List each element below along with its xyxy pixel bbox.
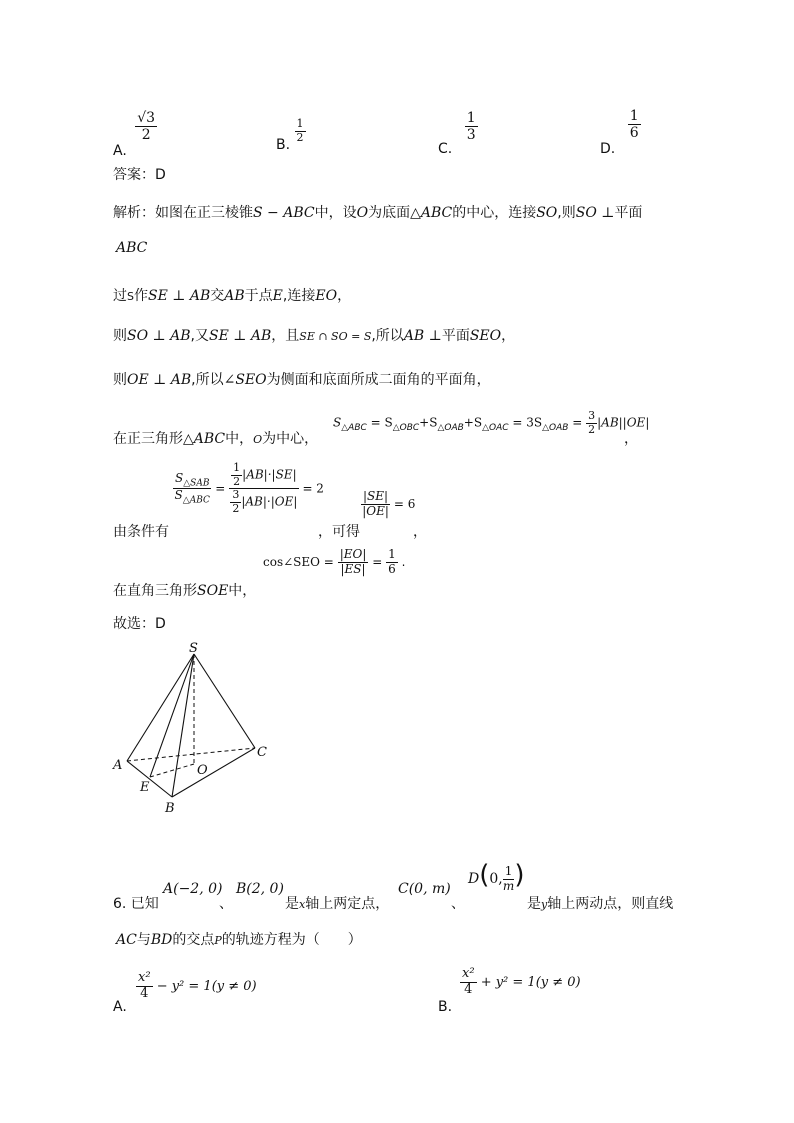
ratio-se-oe: $\frac{|SE|}{|OE|}$ = 6: [362, 489, 416, 518]
ratio-equation: $\frac{S_{\triangle SAB}}{S_{\triangle ABC}}$ = $\frac{1}{2}$ |AB|·|SE| $\frac{3}{2}$ |AB|·|OE| = 2: [174, 461, 324, 515]
option-d: D. $\frac{1}{6}$: [600, 108, 639, 157]
q6-option-a: $\frac{\text{x²}}{4}$ − y² = 1(y ≠ 0): [138, 970, 257, 1001]
analysis-line-1: 解析：如图在正三棱锥S − ABC中，设O为底面△ABC的中心，连接SO,则SO ⊥平面: [113, 205, 643, 221]
analysis-line-7: 在直角三角形SOE中，: [113, 583, 257, 599]
option-b: B. $\frac{1}{2}$: [276, 117, 304, 154]
label-e: E: [140, 780, 150, 795]
edge-sb: [172, 654, 194, 797]
point-d: D(0, $\frac{1}{m}$ ): [468, 860, 525, 893]
analysis-line-4: 则OE ⊥ AB,所以∠SEO为侧面和底面所成二面角的平面角，: [113, 372, 491, 388]
analysis-line-2: 过S作SE ⊥ AB交AB于点E,连接EO，: [113, 288, 352, 304]
conclusion: 故选：D: [113, 616, 166, 632]
label-b: B: [165, 801, 175, 816]
q6-line-1: 6. 已知: [113, 896, 159, 912]
cos-equation: cos∠SEO = $\frac{|EO|}{|ES|}$ = $\frac{1}{6}$ .: [263, 547, 406, 576]
option-a-label: A.: [113, 142, 127, 159]
option-c: C. $\frac{1}{3}$: [438, 110, 476, 157]
edge-eo-hidden: [150, 764, 194, 777]
analysis-line-1b: ABC: [116, 240, 148, 256]
label-a: A: [113, 758, 123, 773]
pyramid-figure: [110, 640, 290, 820]
analysis-line-6-label: 由条件有: [113, 524, 169, 540]
label-o: O: [197, 763, 208, 778]
q6-option-b-label: B.: [438, 999, 453, 1015]
edge-ab: [127, 761, 172, 797]
option-a-value: $\frac{√3}{2}$: [137, 110, 156, 144]
option-a: [113, 110, 157, 159]
q6-option-b: $\frac{\text{x²}}{4}$ + y² = 1(y ≠ 0): [462, 966, 581, 997]
label-s: S: [189, 641, 198, 656]
q6-line-2: AC与BD的交点P的轨迹方程为（ ）: [116, 932, 362, 948]
q6-option-a-label: A.: [113, 999, 127, 1015]
area-equation: $S_{\triangle ABC} = S_{\triangle OBC}+S_{\triangle OAB}+S_{\triangle OAC} = 3S_{\triangle OAB}$ = $\frac{3}{2}$ |AB||OE|: [333, 409, 650, 436]
analysis-line-5: 在正三角形△ABC中，O为中心，: [113, 431, 319, 447]
label-c: C: [257, 745, 267, 760]
edge-sa: [127, 654, 194, 761]
analysis-line-3: 则SO ⊥ AB,又SE ⊥ AB，且SE ∩ SO = S,所以AB ⊥平面SEO，: [113, 328, 516, 344]
answer: 答案：D: [113, 167, 166, 183]
edge-sc: [194, 654, 255, 748]
edge-se: [150, 654, 194, 777]
